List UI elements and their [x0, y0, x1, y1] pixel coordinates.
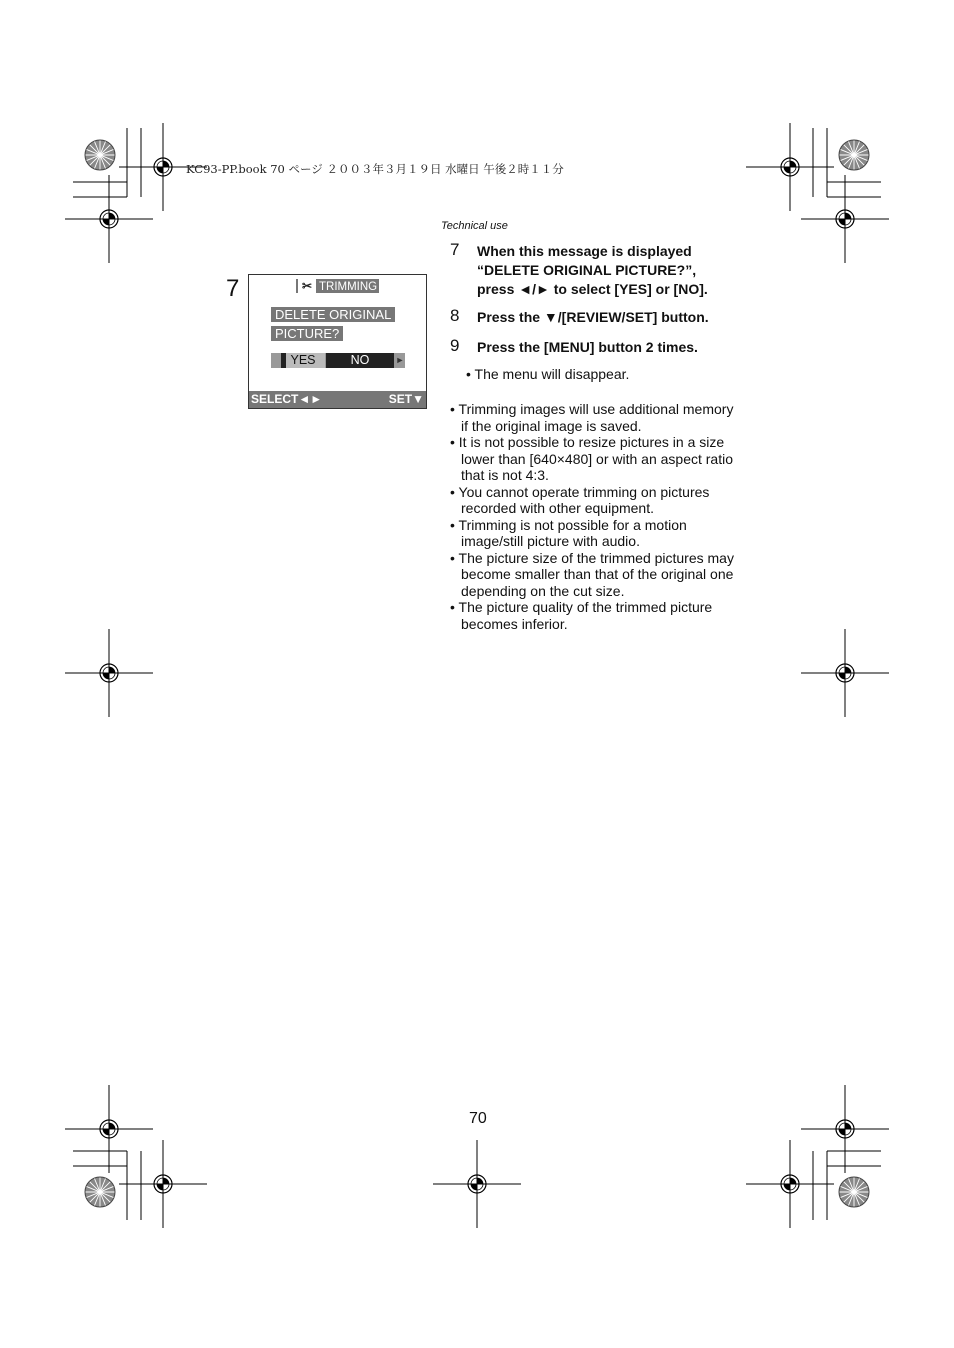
note-line: becomes inferior.	[461, 615, 568, 632]
note-item	[450, 484, 760, 517]
lcd-title	[296, 279, 379, 293]
note-line: if the original image is saved.	[461, 417, 642, 434]
notes-list	[450, 401, 760, 632]
note-item	[450, 401, 760, 434]
note-line: recorded with other equipment.	[461, 500, 654, 516]
note-line: • You cannot operate trimming on pictures	[450, 483, 710, 500]
note-line: become smaller than that of the original one	[461, 566, 734, 582]
note-line: • The picture size of the trimmed pictures may	[450, 549, 734, 566]
step-line: press ◄/► to select [YES] or [NO].	[477, 281, 708, 297]
page-number: 70	[469, 1110, 487, 1127]
step-number: 7	[450, 240, 460, 259]
note-line: lower than [640×480] or with an aspect ratio	[461, 450, 734, 467]
lcd-footer	[249, 391, 426, 408]
lcd-cursor-mark	[281, 353, 286, 368]
lcd-screen	[248, 274, 427, 409]
step-number: 8	[450, 306, 460, 325]
step-7-text	[477, 242, 708, 299]
note-item	[450, 434, 760, 484]
lcd-option-yes: YES	[281, 353, 325, 368]
step-9-text: Press the [MENU] button 2 times.	[477, 339, 698, 355]
figure-step-number: 7	[226, 275, 240, 302]
step-number: 9	[450, 336, 460, 355]
lcd-option-no: NO	[326, 353, 394, 368]
note-line: • It is not possible to resize pictures in a size	[450, 434, 725, 450]
lcd-message-line1: DELETE ORIGINAL	[271, 307, 395, 322]
step-line: When this message is displayed	[477, 243, 692, 259]
sub-bullet: • The menu will disappear.	[466, 366, 630, 382]
note-line: • Trimming images will use additional memory	[450, 401, 734, 417]
note-line: image/still picture with audio.	[461, 533, 640, 549]
step-8-text: Press the ▼/[REVIEW/SET] button.	[477, 309, 709, 325]
note-line: • The picture quality of the trimmed picture	[450, 599, 713, 615]
step-line: “DELETE ORIGINAL PICTURE?”,	[477, 262, 697, 278]
right-arrow-icon: ►	[395, 355, 405, 365]
note-line: • Trimming is not possible for a motion	[450, 516, 687, 533]
print-header: KC93-PP.book 70 ページ ２００３年３月１９日 水曜日 午後２時１１分	[186, 162, 564, 176]
note-item	[450, 517, 760, 550]
note-line: depending on the cut size.	[461, 582, 625, 599]
lcd-title-text: TRIMMING	[319, 281, 378, 293]
note-item	[450, 599, 760, 632]
scissors-icon: ✂	[298, 279, 316, 293]
section-label: Technical use	[441, 220, 508, 232]
lcd-footer-select: SELECT◄►	[251, 392, 323, 406]
note-line: that is not 4:3.	[461, 467, 549, 483]
lcd-footer-set: SET▼	[388, 392, 424, 406]
note-item	[450, 550, 760, 600]
lcd-message-line2: PICTURE?	[271, 326, 343, 341]
